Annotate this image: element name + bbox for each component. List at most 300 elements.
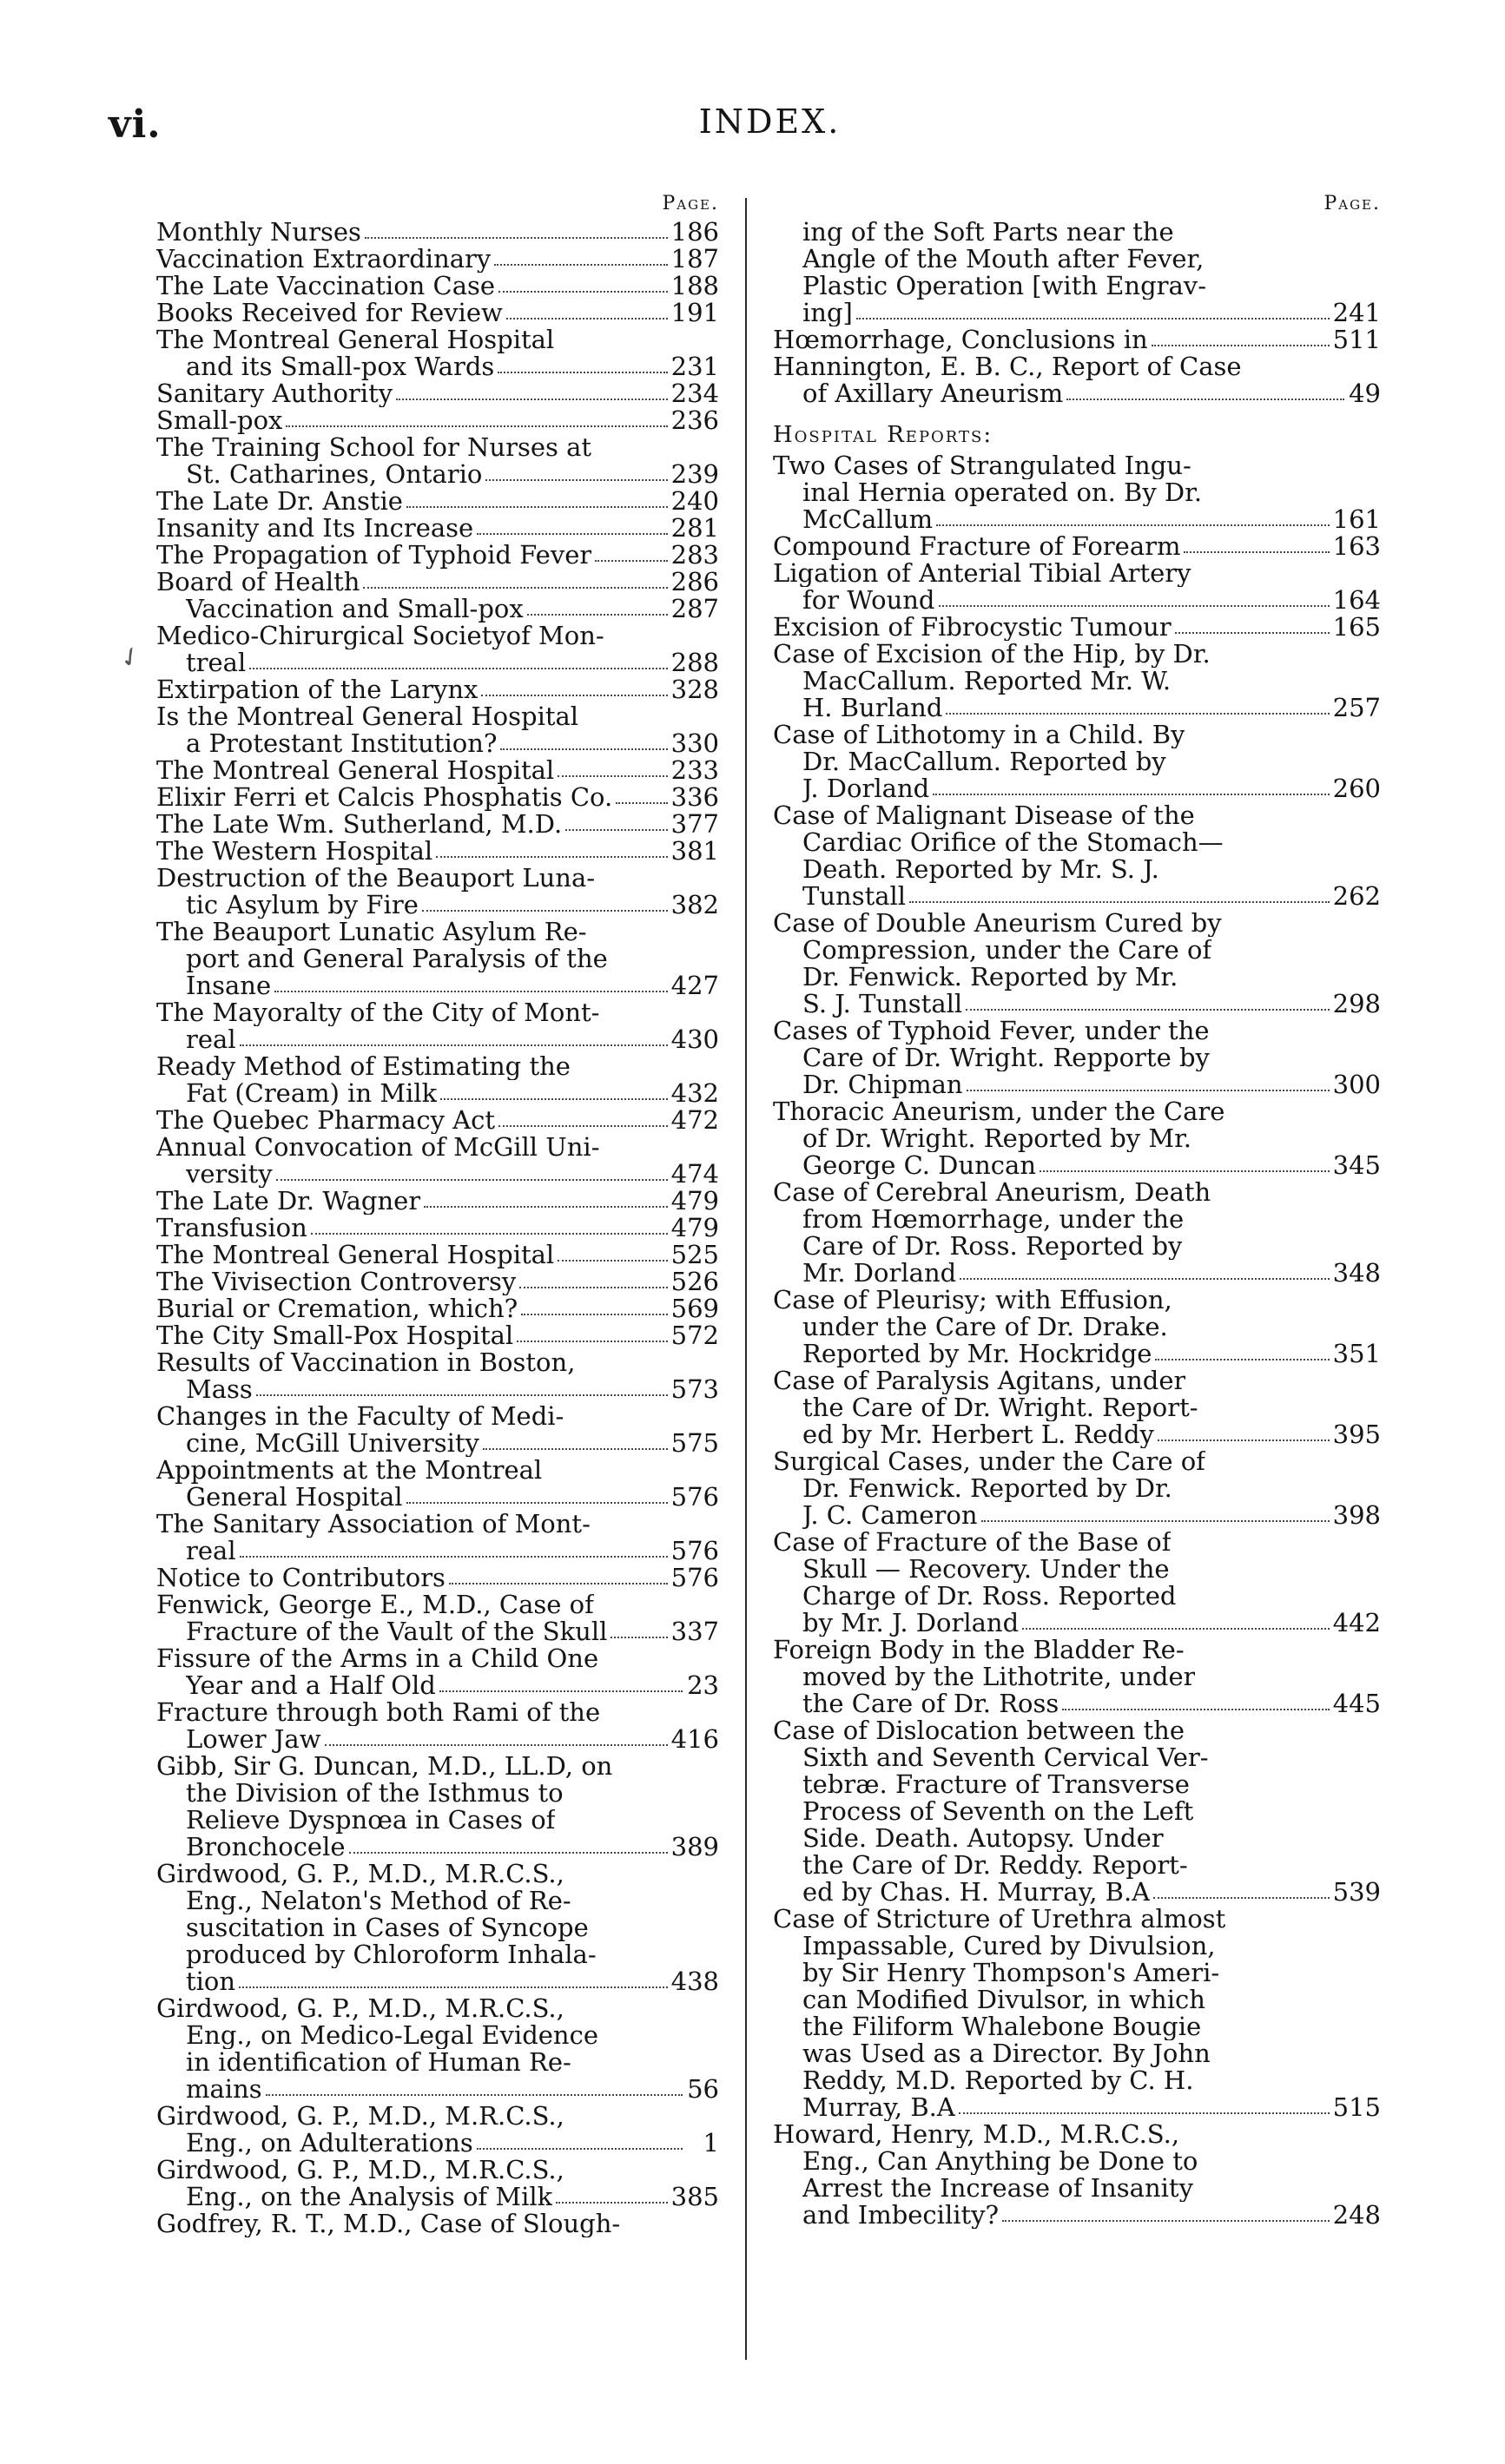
entry-text: Eng., Can Anything be Done to — [802, 2148, 1198, 2175]
index-entry — [773, 1744, 1381, 1771]
index-entry — [773, 1690, 1381, 1717]
dot-leader — [240, 1556, 668, 1558]
entry-text: the Care of Dr. Reddy. Report- — [802, 1852, 1188, 1879]
entry-text: Tunstall — [802, 883, 907, 910]
entry-text: St. Catharines, Ontario — [186, 461, 483, 488]
entry-page-number: 345 — [1332, 1150, 1381, 1180]
dot-leader — [424, 1206, 667, 1208]
entry-page-number: 576 — [670, 1536, 719, 1565]
index-entry — [773, 353, 1381, 380]
index-entry — [156, 1995, 719, 2022]
dot-leader — [239, 1986, 668, 1988]
index-entry-list — [773, 219, 1381, 407]
dot-leader — [439, 1690, 683, 1692]
entry-text: Howard, Henry, M.D., M.R.C.S., — [773, 2121, 1180, 2148]
dot-leader — [436, 856, 667, 858]
section-heading: Hospital Reports: — [773, 422, 993, 448]
index-entry — [156, 434, 719, 461]
index-entry — [773, 2067, 1381, 2094]
dot-leader — [517, 1341, 667, 1342]
index-entry — [156, 488, 719, 515]
entry-page-number: 328 — [670, 675, 719, 704]
entry-text: Fissure of the Arms in a Child One — [156, 1645, 599, 1672]
entry-text: The Sanitary Association of Mont- — [156, 1511, 591, 1538]
entry-text: The Training School for Nurses at — [156, 434, 592, 461]
entry-page-number: 56 — [687, 2074, 719, 2104]
index-entry — [156, 1403, 719, 1430]
entry-text: Mass — [186, 1376, 253, 1403]
dot-leader — [500, 748, 667, 750]
dot-leader — [506, 318, 668, 320]
entry-text: Vaccination Extraordinary — [156, 246, 492, 273]
dot-leader — [595, 560, 667, 562]
entry-page-number: 576 — [670, 1482, 719, 1512]
index-entry — [773, 1583, 1381, 1610]
entry-page-number: 511 — [1332, 325, 1381, 354]
entry-text: the Care of Dr. Ross — [802, 1690, 1059, 1717]
entry-text: The Late Vaccination Case — [156, 273, 496, 300]
index-entry — [156, 838, 719, 865]
entry-text: Results of Vaccination in Boston, — [156, 1349, 576, 1376]
index-entry — [773, 2040, 1381, 2067]
dot-leader — [286, 425, 667, 427]
entry-page-number: 233 — [670, 755, 719, 785]
index-entry — [773, 560, 1381, 587]
entry-page-number: 427 — [670, 971, 719, 1000]
entry-page-number: 438 — [670, 1967, 719, 1996]
entry-text: and Imbecility? — [802, 2202, 1000, 2229]
index-entry — [156, 300, 719, 326]
entry-text: Case of Excision of the Hip, by Dr. — [773, 641, 1211, 668]
index-entry — [156, 1053, 719, 1080]
dot-leader — [521, 1314, 667, 1315]
index-entry — [773, 1717, 1381, 1744]
index-entry — [156, 1295, 719, 1322]
dot-leader — [616, 802, 667, 804]
index-entry — [773, 1933, 1381, 1960]
index-entry — [773, 1475, 1381, 1502]
entry-page-number: 231 — [670, 352, 719, 381]
index-entry — [156, 703, 719, 730]
index-entry — [156, 2103, 719, 2130]
entry-page-number: 240 — [670, 486, 719, 516]
entry-text: Sanitary Authority — [156, 380, 393, 407]
entry-page-number: 234 — [670, 379, 719, 408]
index-entry — [773, 1152, 1381, 1179]
entry-page-number: 381 — [670, 836, 719, 866]
entry-page-number: 239 — [670, 459, 719, 489]
entry-text: suscitation in Cases of Syncope — [186, 1914, 589, 1941]
index-entry — [156, 1699, 719, 1726]
entry-text: can Modified Divulsor, in which — [802, 1986, 1205, 2013]
entry-text: The Quebec Pharmacy Act — [156, 1107, 496, 1134]
index-entry — [156, 2184, 719, 2210]
index-entry — [773, 964, 1381, 991]
entry-text: Girdwood, G. P., M.D., M.R.C.S., — [156, 1995, 564, 2022]
entry-text: in identification of Human Re- — [186, 2049, 571, 2076]
entry-text: Reported by Mr. Hockridge — [802, 1341, 1152, 1367]
dot-leader — [363, 587, 667, 589]
index-entry — [156, 596, 719, 623]
dot-leader — [249, 668, 667, 669]
entry-text: J. C. Cameron — [802, 1502, 978, 1529]
entry-text: Burial or Cremation, which? — [156, 1295, 518, 1322]
index-entry — [156, 515, 719, 542]
right-column — [773, 189, 1381, 2229]
index-entry — [773, 1986, 1381, 2013]
index-entry — [773, 1233, 1381, 1260]
index-entry — [773, 1906, 1381, 1933]
entry-page-number: 445 — [1332, 1689, 1381, 1718]
page-number: vi. — [109, 102, 162, 147]
index-entry — [773, 1502, 1381, 1529]
entry-text: H. Burland — [802, 695, 943, 721]
entry-page-number: 385 — [670, 2182, 719, 2211]
index-entry — [156, 542, 719, 569]
entry-page-number: 336 — [670, 782, 719, 812]
index-entry — [156, 246, 719, 273]
index-entry — [156, 1672, 719, 1699]
index-entry — [773, 1044, 1381, 1071]
index-entry — [156, 649, 719, 676]
entry-text: Destruction of the Beauport Luna- — [156, 865, 596, 892]
entry-page-number: 300 — [1332, 1070, 1381, 1099]
entry-text: Is the Montreal General Hospital — [156, 703, 579, 730]
entry-text: inal Hernia operated on. By Dr. — [802, 479, 1203, 506]
dot-leader — [558, 775, 667, 777]
entry-text: Case of Dislocation between the — [773, 1717, 1185, 1744]
entry-text: MacCallum. Reported Mr. W. — [802, 668, 1172, 695]
index-entry — [156, 623, 719, 649]
entry-page-number: 576 — [670, 1563, 719, 1592]
index-entry — [773, 1825, 1381, 1852]
entry-text: The Montreal General Hospital — [156, 757, 555, 784]
entry-text: Relieve Dyspnœa in Cases of — [186, 1807, 556, 1834]
index-entry — [773, 1879, 1381, 1906]
index-entry — [156, 1457, 719, 1484]
entry-text: Compound Fracture of Forearm — [773, 533, 1181, 560]
index-entry — [156, 1161, 719, 1188]
entry-page-number: 188 — [670, 271, 719, 300]
entry-page-number: 165 — [1332, 612, 1381, 642]
entry-text: cine, McGill University — [186, 1430, 479, 1457]
index-entry — [156, 784, 719, 811]
entry-text: Insane — [186, 972, 272, 999]
entry-text: Excision of Fibrocystic Tumour — [773, 614, 1172, 641]
index-entry — [156, 945, 719, 972]
dot-leader — [406, 1502, 668, 1504]
entry-text: Year and a Half Old — [186, 1672, 436, 1699]
dot-leader — [311, 1233, 668, 1235]
index-entry — [156, 326, 719, 353]
dot-leader — [240, 1044, 668, 1046]
dot-leader — [256, 1394, 668, 1396]
entry-page-number: 526 — [670, 1267, 719, 1296]
dot-leader — [494, 264, 667, 266]
index-entry — [156, 1888, 719, 1914]
entry-page-number: 298 — [1332, 989, 1381, 1018]
entry-text: under the Care of Dr. Drake. — [802, 1314, 1168, 1341]
entry-text: Process of Seventh on the Left — [802, 1798, 1194, 1825]
entry-text: Medico-Chirurgical Societyof Mon- — [156, 623, 604, 649]
entry-page-number: 573 — [670, 1374, 719, 1404]
index-entry — [773, 1179, 1381, 1206]
entry-text: Hœmorrhage, Conclusions in — [773, 326, 1148, 353]
dot-leader — [1175, 632, 1330, 634]
entry-text: Cases of Typhoid Fever, under the — [773, 1018, 1210, 1044]
index-entry — [773, 991, 1381, 1018]
entry-text: Care of Dr. Ross. Reported by — [802, 1233, 1183, 1260]
index-entry — [773, 614, 1381, 641]
entry-page-number: 377 — [670, 809, 719, 839]
index-entry — [156, 1645, 719, 1672]
dot-leader — [611, 1637, 667, 1638]
entry-page-number: 23 — [687, 1670, 719, 1700]
entry-page-number: 257 — [1332, 693, 1381, 722]
entry-text: Mr. Dorland — [802, 1260, 957, 1287]
entry-page-number: 442 — [1332, 1608, 1381, 1637]
index-entry — [773, 1206, 1381, 1233]
entry-text: ing of the Soft Parts near the — [802, 219, 1174, 246]
entry-text: ed by Chas. H. Murray, B.A — [802, 1879, 1151, 1906]
index-entry — [773, 1018, 1381, 1044]
index-entry — [156, 569, 719, 596]
dot-leader — [477, 2148, 683, 2150]
entry-text: The Montreal General Hospital — [156, 326, 555, 353]
index-entry — [773, 246, 1381, 273]
entry-text: Books Received for Review — [156, 300, 503, 326]
entry-text: Godfrey, R. T., M.D., Case of Slough- — [156, 2210, 621, 2237]
entry-text: Dr. Fenwick. Reported by Mr. — [802, 964, 1178, 991]
entry-text: the Care of Dr. Wright. Report- — [802, 1394, 1198, 1421]
entry-text: Case of Paralysis Agitans, under — [773, 1367, 1186, 1394]
index-entry — [156, 1349, 719, 1376]
dot-leader — [959, 2112, 1330, 2114]
index-entry — [156, 1807, 719, 1834]
dot-leader — [966, 1009, 1329, 1011]
index-entry — [773, 641, 1381, 668]
entry-page-number: 287 — [670, 594, 719, 623]
dot-leader — [1184, 551, 1329, 553]
entry-text: Fat (Cream) in Milk — [186, 1080, 438, 1107]
entry-text: Monthly Nurses — [156, 219, 361, 246]
entry-text: The Beauport Lunatic Asylum Re- — [156, 919, 587, 945]
index-entry — [773, 2013, 1381, 2040]
entry-text: Changes in the Faculty of Medi- — [156, 1403, 564, 1430]
entry-page-number: 348 — [1332, 1258, 1381, 1288]
entry-text: Compression, under the Care of — [802, 937, 1212, 964]
entry-text: Ligation of Anterial Tibial Artery — [773, 560, 1191, 587]
dot-leader — [396, 399, 668, 400]
page-column-heading: Page. — [1323, 193, 1381, 214]
index-entry — [773, 937, 1381, 964]
entry-text: The Western Hospital — [156, 838, 433, 865]
index-entry — [773, 1394, 1381, 1421]
index-entry — [156, 919, 719, 945]
index-entry — [156, 1538, 719, 1565]
entry-text: Lower Jaw — [186, 1726, 321, 1753]
entry-text: ed by Mr. Herbert L. Reddy — [802, 1421, 1154, 1448]
entry-text: by Sir Henry Thompson's Ameri- — [802, 1960, 1220, 1986]
entry-text: Eng., on Adulterations — [186, 2130, 473, 2157]
dot-leader — [556, 2202, 667, 2204]
index-entry — [773, 1664, 1381, 1690]
index-entry — [773, 856, 1381, 883]
index-entry — [156, 1188, 719, 1215]
entry-text: Skull — Recovery. Under the — [802, 1556, 1170, 1583]
entry-page-number: 479 — [670, 1213, 719, 1242]
index-entry — [156, 2049, 719, 2076]
index-entry — [156, 2130, 719, 2157]
entry-text: Surgical Cases, under the Care of — [773, 1448, 1205, 1475]
index-entry — [773, 748, 1381, 775]
dot-leader — [519, 1287, 667, 1288]
entry-page-number: 479 — [670, 1186, 719, 1216]
entry-text: tebræ. Fracture of Transverse — [802, 1771, 1190, 1798]
index-entry — [156, 1565, 719, 1591]
entry-page-number: 416 — [670, 1724, 719, 1754]
index-entry — [156, 757, 719, 784]
entry-page-number: 351 — [1332, 1339, 1381, 1368]
entry-text: McCallum — [802, 506, 934, 533]
index-entry — [773, 695, 1381, 721]
dot-leader — [933, 794, 1329, 795]
entry-text: a Protestant Institution? — [186, 730, 498, 757]
entry-text: tion — [186, 1968, 236, 1995]
entry-page-number: 539 — [1332, 1877, 1381, 1907]
entry-page-number: 49 — [1349, 379, 1381, 408]
entry-text: Eng., on the Analysis of Milk — [186, 2184, 553, 2210]
entry-page-number: 283 — [670, 540, 719, 570]
column-divider — [745, 198, 747, 2360]
index-entry — [156, 1107, 719, 1134]
entry-text: Ready Method of Estimating the — [156, 1053, 571, 1080]
index-entry — [156, 1026, 719, 1053]
entry-text: Eng., Nelaton's Method of Re- — [186, 1888, 571, 1914]
dot-leader — [936, 524, 1330, 526]
entry-page-number: 398 — [1332, 1500, 1381, 1530]
entry-text: real — [186, 1538, 236, 1565]
entry-text: Annual Convocation of McGill Uni- — [156, 1134, 600, 1161]
index-entry — [156, 407, 719, 434]
dot-leader — [1062, 1709, 1329, 1710]
entry-page-number: 241 — [1332, 298, 1381, 327]
index-entry — [156, 1618, 719, 1645]
index-entry — [156, 2076, 719, 2103]
entry-page-number: 164 — [1332, 585, 1381, 615]
entry-text: Two Cases of Strangulated Ingu- — [773, 452, 1191, 479]
entry-text: Fenwick, George E., M.D., Case of — [156, 1591, 594, 1618]
entry-text: The Late Dr. Wagner — [156, 1188, 421, 1215]
entry-page-number: 432 — [670, 1078, 719, 1108]
entry-text: The City Small-Pox Hospital — [156, 1322, 514, 1349]
index-entry — [156, 2210, 719, 2237]
entry-page-number: 248 — [1332, 2200, 1381, 2230]
entry-page-number: 472 — [670, 1105, 719, 1135]
index-entry — [156, 892, 719, 919]
index-entry — [773, 506, 1381, 533]
dot-leader — [274, 991, 667, 992]
index-entry — [773, 533, 1381, 560]
dot-leader — [365, 237, 668, 239]
entry-text: Gibb, Sir G. Duncan, M.D., LL.D, on — [156, 1753, 613, 1780]
index-entry — [156, 1914, 719, 1941]
index-entry — [156, 1941, 719, 1968]
dot-leader — [481, 695, 667, 696]
entry-text: Fracture through both Rami of the — [156, 1699, 601, 1726]
entry-page-number: 288 — [670, 648, 719, 677]
entry-text: for Wound — [802, 587, 935, 614]
dot-leader — [498, 1125, 668, 1127]
pen-mark-icon: ✓ — [113, 639, 149, 676]
entry-text: by Mr. J. Dorland — [802, 1610, 1020, 1637]
index-entry — [773, 1960, 1381, 1986]
dot-leader — [498, 372, 667, 373]
entry-text: Dr. Chipman — [802, 1071, 963, 1098]
index-entry — [773, 1071, 1381, 1098]
entry-text: Notice to Contributors — [156, 1565, 446, 1591]
entry-text: Board of Health — [156, 569, 360, 596]
dot-leader — [485, 479, 667, 481]
index-entry — [773, 326, 1381, 353]
entry-text: Bronchocele — [186, 1834, 346, 1861]
dot-leader — [1153, 1897, 1330, 1899]
entry-page-number: 382 — [670, 890, 719, 919]
page-column-heading: Page. — [662, 193, 719, 214]
entry-page-number: 186 — [670, 217, 719, 247]
entry-text: General Hospital — [186, 1484, 403, 1511]
entry-text: The Vivisection Controversy — [156, 1268, 517, 1295]
index-entry — [773, 587, 1381, 614]
dot-leader — [981, 1520, 1330, 1522]
index-entry — [156, 1376, 719, 1403]
index-entry — [773, 452, 1381, 479]
dot-leader — [1002, 2220, 1330, 2222]
entry-page-number: 236 — [670, 405, 719, 435]
index-entry — [773, 829, 1381, 856]
index-entry — [156, 1080, 719, 1107]
entry-text: Arrest the Increase of Insanity — [802, 2175, 1193, 2202]
index-entry — [773, 2202, 1381, 2229]
entry-text: S. J. Tunstall — [802, 991, 963, 1018]
entry-text: Case of Stricture of Urethra almost — [773, 1906, 1226, 1933]
dot-leader — [422, 910, 668, 912]
index-entry — [156, 1268, 719, 1295]
entry-text: Fracture of the Vault of the Skull — [186, 1618, 608, 1645]
entry-text: of Axillary Aneurism — [802, 380, 1064, 407]
entry-text: Foreign Body in the Bladder Re- — [773, 1637, 1185, 1664]
entry-page-number: 286 — [670, 567, 719, 596]
entry-text: Case of Lithotomy in a Child. By — [773, 721, 1185, 748]
index-entry — [773, 910, 1381, 937]
dot-leader — [498, 291, 668, 293]
entry-text: Girdwood, G. P., M.D., M.R.C.S., — [156, 2103, 564, 2130]
index-entry-list — [773, 452, 1381, 2121]
entry-page-number: 395 — [1332, 1420, 1381, 1449]
entry-text: Case of Fracture of the Base of — [773, 1529, 1172, 1556]
entry-text: from Hœmorrhage, under the — [802, 1206, 1185, 1233]
entry-text: The Late Wm. Sutherland, M.D. — [156, 811, 563, 838]
index-entry — [773, 479, 1381, 506]
entry-text: real — [186, 1026, 236, 1053]
entry-text: The Montreal General Hospital — [156, 1242, 555, 1268]
dot-leader — [349, 1852, 668, 1854]
index-entry — [773, 1610, 1381, 1637]
index-entry — [773, 2148, 1381, 2175]
entry-text: Charge of Dr. Ross. Reported — [802, 1583, 1177, 1610]
entry-text: produced by Chloroform Inhala- — [186, 1941, 597, 1968]
index-entry — [156, 2022, 719, 2049]
